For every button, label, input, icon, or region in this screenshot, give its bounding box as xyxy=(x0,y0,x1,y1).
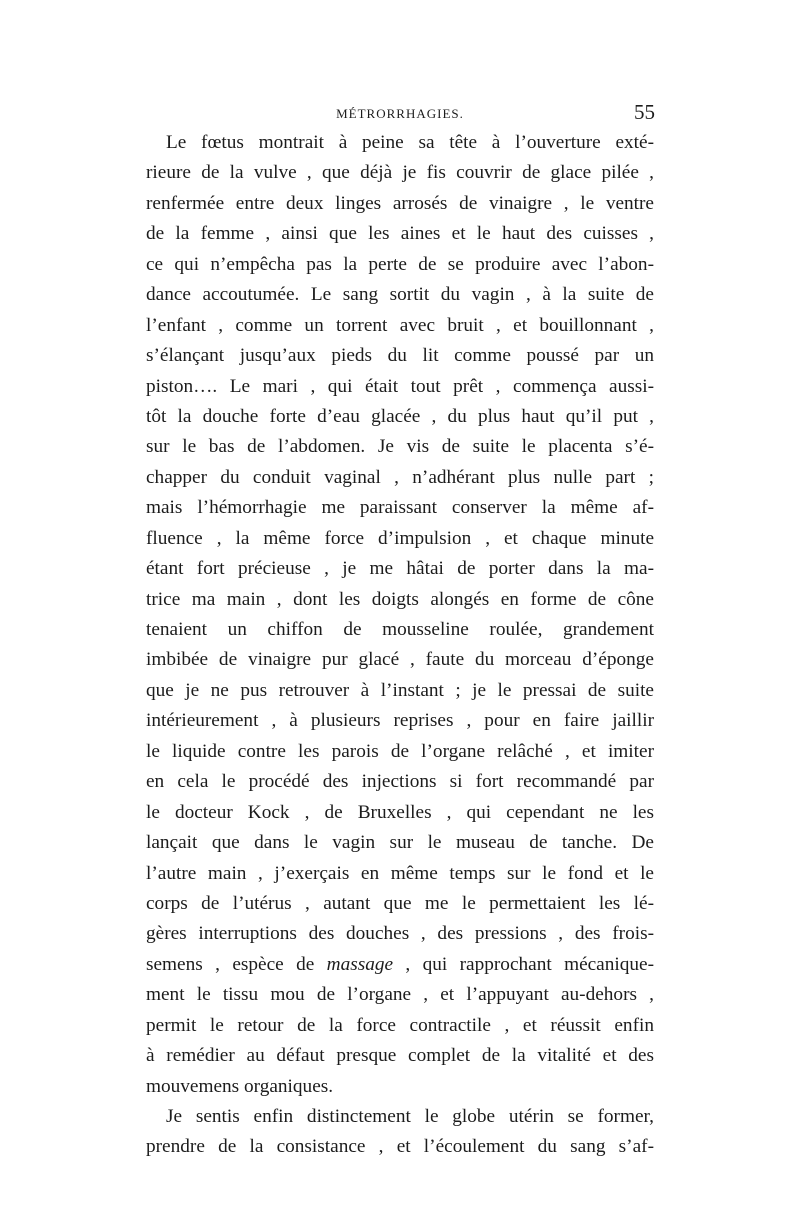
text-line: renfermée entre deux linges arrosés de vinaigre , le ventre xyxy=(146,192,654,214)
emphasized-word: massage xyxy=(326,953,394,975)
text-line: étant fort précieuse , je me hâtai de porter dans la ma- xyxy=(146,558,654,580)
text-line: rieure de la vulve , que déjà je fis couvrir de glace pilée , xyxy=(146,162,654,184)
text-line: s’élançant jusqu’aux pieds du lit comme poussé par un xyxy=(146,345,654,367)
text-line: ment le tissu mou de l’organe , et l’appuyant au-dehors , xyxy=(146,984,654,1006)
text-line: fluence , la même force d’impulsion , et chaque minute xyxy=(146,527,654,549)
text-line: chapper du conduit vaginal , n’adhérant plus nulle part ; xyxy=(146,466,654,488)
text-line: que je ne pus retrouver à l’instant ; je le pressai de suite xyxy=(146,679,654,701)
text-line: à remédier au défaut presque complet de la vitalité et des xyxy=(146,1045,654,1067)
text-line: Je sentis enfin distinctement le globe utérin se former, xyxy=(166,1106,654,1127)
text-line: piston…. Le mari , qui était tout prêt , commença aussi- xyxy=(146,375,654,397)
chapter-title: MÉTRORRHAGIES. xyxy=(336,106,464,121)
text-line: de la femme , ainsi que les aines et le haut des cuisses , xyxy=(146,223,654,245)
text-line: trice ma main , dont les doigts alongés en forme de cône xyxy=(146,588,654,610)
text-line: imbibée de vinaigre pur glacé , faute du morceau d’éponge xyxy=(146,649,654,671)
text-line: corps de l’utérus , autant que me le permettaient les lé- xyxy=(146,892,654,914)
text-line: le docteur Kock , de Bruxelles , qui cependant ne les xyxy=(146,801,654,823)
body-text xyxy=(146,128,654,1163)
text-line: l’autre main , j’exerçais en même temps sur le fond et le xyxy=(146,862,654,884)
text-line: sur le bas de l’abdomen. Je vis de suite le placenta s’é- xyxy=(146,436,654,458)
text-line: ce qui n’empêcha pas la perte de se produire avec l’abon- xyxy=(146,253,654,275)
text-line: prendre de la consistance , et l’écoulement du sang s’af- xyxy=(146,1136,654,1158)
text-line: mouvemens organiques. xyxy=(146,1075,334,1097)
text-line: tôt la douche forte d’eau glacée , du plus haut qu’il put , xyxy=(146,405,654,427)
text-line: gères interruptions des douches , des pressions , des frois- xyxy=(146,923,654,945)
page-number: 55 xyxy=(634,100,655,124)
text-line: intérieurement , à plusieurs reprises , pour en faire jaillir xyxy=(146,710,654,732)
text-line: tenaient un chiffon de mousseline roulée, grandement xyxy=(146,619,654,640)
text-line: lançait que dans le vagin sur le museau de tanche. De xyxy=(146,832,654,854)
running-head xyxy=(145,100,655,130)
text-line: en cela le procédé des injections si fort recommandé par xyxy=(146,771,654,793)
text-line: mais l’hémorrhagie me paraissant conserver la même af- xyxy=(146,497,654,519)
text-line: dance accoutumée. Le sang sortit du vagin , à la suite de xyxy=(146,284,654,306)
text-line: l’enfant , comme un torrent avec bruit , et bouillonnant , xyxy=(146,314,654,336)
text-line: le liquide contre les parois de l’organe relâché , et imiter xyxy=(146,740,654,762)
text-line: permit le retour de la force contractile , et réussit enfin xyxy=(146,1014,654,1036)
text-line: Le fœtus montrait à peine sa tête à l’ouverture exté- xyxy=(166,132,654,153)
text-line: semens , espèce de massage , qui rapprochant mécanique- xyxy=(146,953,655,975)
